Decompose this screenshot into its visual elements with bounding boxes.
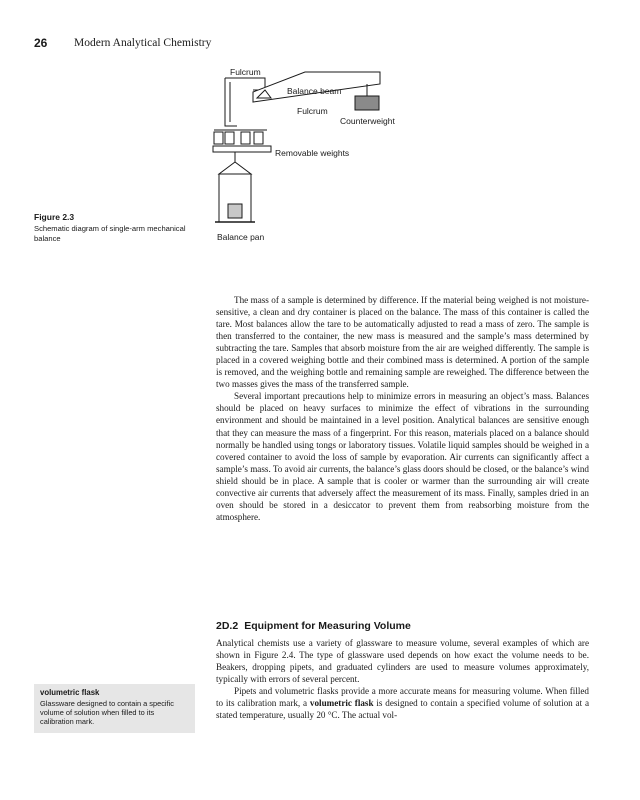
label-counterweight: Counterweight	[340, 116, 395, 126]
weight-2	[225, 132, 234, 144]
pan-stirrup	[219, 162, 251, 174]
label-fulcrum-top: Fulcrum	[230, 67, 261, 77]
term-volumetric-flask: volumetric flask	[309, 698, 374, 709]
glossary-term: volumetric flask	[40, 688, 100, 697]
section-title: Equipment for Measuring Volume	[244, 620, 411, 632]
glossary-sidebar	[34, 684, 195, 733]
glossary-definition: Glassware designed to contain a specific volume of solution when filled to its calibration mark.	[40, 699, 174, 727]
sample-container	[228, 204, 242, 218]
balance-diagram	[205, 62, 425, 252]
figure-label: Figure 2.3	[34, 212, 75, 222]
weight-3	[241, 132, 250, 144]
section-number: 2D.2	[216, 620, 239, 632]
figure-caption-text: Schematic diagram of single-arm mechanical balance	[34, 224, 186, 243]
running-title: Modern Analytical Chemistry	[74, 37, 212, 49]
label-balance-pan: Balance pan	[217, 232, 265, 242]
label-balance-beam: Balance beam	[287, 86, 342, 96]
section-heading	[216, 620, 411, 632]
figure-caption	[34, 212, 204, 243]
body-text	[216, 294, 589, 523]
paragraph-precautions: Several important precautions help to minimize errors in measuring an object’s mass. Balances should be placed on heavy surfaces to minimize the effect of vibrations in the surrounding environment and should be maintained in a level position. Analytical balances are sensitive enough that they can measure the mass of a fingerprint. For this reason, materials placed on a balance should normally be handled using tongs or laboratory tissues. Volatile liquid samples should be weighed in a covered container to avoid the loss of sample by evaporation. Air currents can significantly affect a sample’s mass. To avoid air currents, the balance’s glass doors should be closed, or the balance’s wind shield should be in place. A sample that is cooler or warmer than the surrounding air will create convective air currents that adversely affect the measurement of its mass. Finally, samples dried in an oven should be stored in a desiccator to prevent them from reabsorbing moisture from the atmosphere.	[216, 391, 589, 522]
weight-1	[214, 132, 223, 144]
paragraph-pipets-lead: Pipets and volumetric flasks provide a more accurate means for measuring volume. When filled to its calibration mark, a	[216, 686, 589, 709]
label-removable-weights: Removable weights	[275, 148, 350, 158]
support-frame	[225, 78, 265, 90]
left-rod	[225, 78, 237, 126]
paragraph-mass-difference: The mass of a sample is determined by difference. If the material being weighed is not moisture-sensitive, a clean and dry container is placed on the balance. The mass of this container is called the tare. Most balances allow the tare to be automatically adjusted to read a mass of zero. The sample is then transferred to the container, the new mass is measured and the sample’s mass determined by subtracting the tare. Samples that absorb moisture from the air are weighed differently. The sample is placed in a covered weighing bottle and their combined mass is determined. A portion of the sample is removed, and the weighing bottle and remaining sample are reweighed. The difference between the two masses gives the mass of the transferred sample.	[216, 295, 589, 390]
paragraph-pipets	[216, 685, 589, 721]
paragraph-glassware: Analytical chemists use a variety of glassware to measure volume, several examples of which are shown in Figure 2.4. The type of glassware used depends on how exact the volume needs to be. Beakers, dropping pipets, and graduated cylinders are used to measure volumes approximately, typically with errors of several percent.	[216, 638, 589, 685]
balance-schematic	[205, 62, 425, 252]
page-number: 26	[34, 36, 48, 50]
section-body	[216, 637, 589, 721]
weight-shelf	[213, 146, 271, 152]
label-fulcrum-mid: Fulcrum	[297, 106, 328, 116]
paragraph-pipets-tail: is designed to contain a specified volume of solution at a stated temperature, usually 20 °C. The actual vol-	[216, 698, 589, 721]
counterweight-block	[355, 96, 379, 110]
weight-4	[254, 132, 263, 144]
